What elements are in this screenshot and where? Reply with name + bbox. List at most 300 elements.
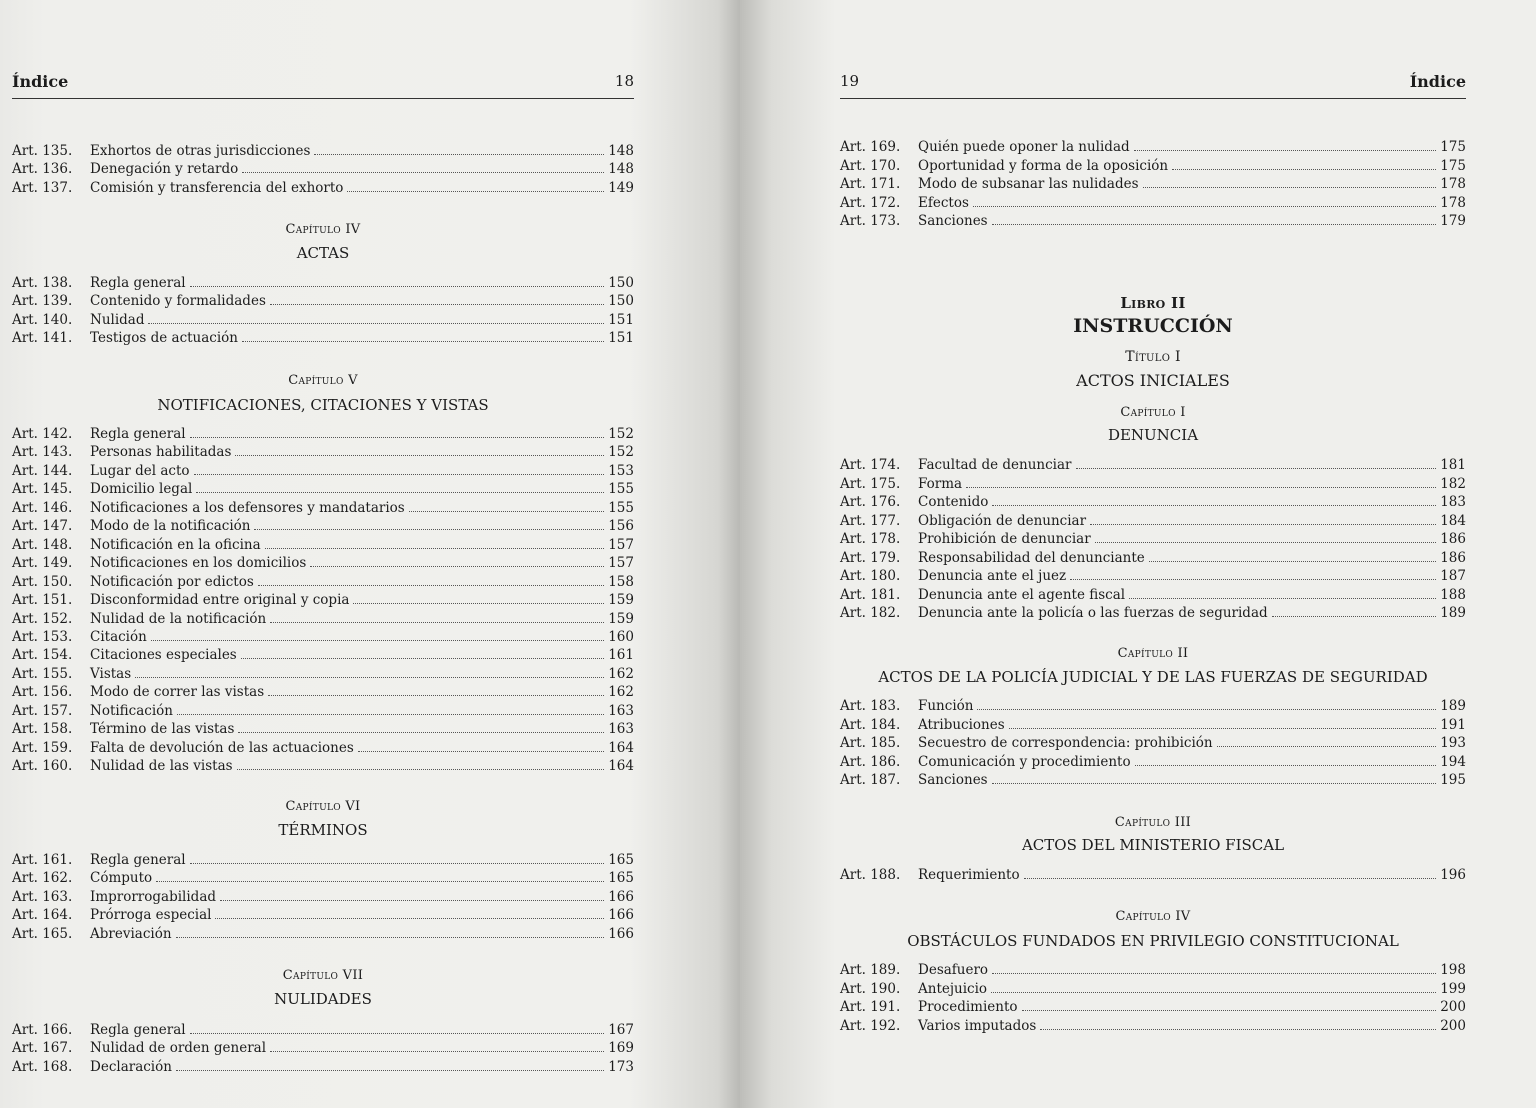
article-number: Art. 168. xyxy=(12,1058,73,1075)
dot-leader xyxy=(977,709,1436,710)
index-entry xyxy=(840,754,1466,772)
article-page: 186 xyxy=(1440,549,1466,566)
header-title: Índice xyxy=(1409,72,1466,91)
index-entry xyxy=(12,1059,634,1077)
article-page: 152 xyxy=(608,426,634,442)
index-entry xyxy=(12,907,634,925)
article-page: 150 xyxy=(608,275,634,291)
article-page: 169 xyxy=(608,1040,634,1057)
article-number: Art. 192. xyxy=(840,1017,901,1034)
index-entry xyxy=(12,312,634,330)
dot-leader xyxy=(270,622,604,623)
dot-leader xyxy=(176,937,604,938)
index-entry xyxy=(12,684,634,702)
article-page: 164 xyxy=(608,758,634,775)
index-entry xyxy=(840,981,1466,999)
dot-leader xyxy=(241,658,604,659)
article-title: Secuestro de correspondencia: prohibición xyxy=(918,735,1213,751)
left-page xyxy=(0,0,740,1108)
dot-leader xyxy=(196,492,604,493)
index-entry xyxy=(840,1018,1466,1036)
article-title: Citación xyxy=(90,628,147,645)
article-title: Atribuciones xyxy=(918,716,1005,733)
article-number: Art. 186. xyxy=(840,753,901,770)
index-entry xyxy=(840,550,1466,568)
index-entry xyxy=(840,568,1466,586)
article-title: Regla general xyxy=(90,426,186,442)
index-entry xyxy=(12,647,634,665)
article-title: Regla general xyxy=(90,1022,186,1038)
article-page: 200 xyxy=(1440,999,1466,1015)
article-page: 162 xyxy=(608,665,634,682)
dot-leader xyxy=(1024,878,1436,879)
left-page-header xyxy=(12,72,634,96)
dot-leader xyxy=(235,455,604,456)
article-number: Art. 185. xyxy=(840,735,901,751)
index-entry xyxy=(840,962,1466,980)
article-page: 195 xyxy=(1440,772,1466,788)
chapter-label: Capítulo I xyxy=(1120,405,1186,420)
article-page: 196 xyxy=(1440,867,1466,883)
index-entry xyxy=(840,457,1466,475)
article-title: Denuncia ante el agente fiscal xyxy=(918,586,1126,603)
chapter-label: Capítulo II xyxy=(1117,646,1189,661)
chapter-title: ACTOS DEL MINISTERIO FISCAL xyxy=(1021,836,1285,854)
article-page: 175 xyxy=(1440,139,1466,155)
dot-leader xyxy=(992,783,1436,784)
dot-leader xyxy=(1149,561,1436,562)
index-entry xyxy=(840,476,1466,494)
article-page: 166 xyxy=(608,888,634,905)
index-entry xyxy=(840,698,1466,716)
index-entry xyxy=(12,870,634,888)
index-entry xyxy=(840,195,1466,213)
article-number: Art. 176. xyxy=(840,494,901,510)
article-title: Sanciones xyxy=(918,772,988,788)
article-number: Art. 148. xyxy=(12,536,73,553)
index-entry xyxy=(12,463,634,481)
dot-leader xyxy=(190,286,604,287)
dot-leader xyxy=(177,714,604,715)
article-title: Obligación de denunciar xyxy=(918,512,1087,529)
article-page: 183 xyxy=(1440,494,1466,510)
index-entry xyxy=(12,703,634,721)
article-number: Art. 154. xyxy=(12,647,73,664)
header-rule xyxy=(12,98,634,99)
dot-leader xyxy=(409,511,604,512)
index-entry xyxy=(12,629,634,647)
article-number: Art. 166. xyxy=(12,1022,73,1038)
article-number: Art. 158. xyxy=(12,721,73,738)
article-number: Art. 135. xyxy=(12,143,73,159)
article-title: Lugar del acto xyxy=(90,462,190,479)
chapter-title: OBSTÁCULOS FUNDADOS EN PRIVILEGIO CONSTITUCIONAL xyxy=(907,932,1399,950)
dot-leader xyxy=(190,863,604,864)
article-title: Nulidad de las vistas xyxy=(90,758,233,775)
index-entry xyxy=(12,143,634,161)
header-title: Índice xyxy=(12,72,69,91)
dot-leader xyxy=(258,585,604,586)
index-entry xyxy=(12,161,634,179)
article-number: Art. 160. xyxy=(12,758,73,775)
article-title: Requerimiento xyxy=(918,867,1020,883)
chapter-label: Capítulo IV xyxy=(285,222,361,237)
chapter-label: Capítulo IV xyxy=(1115,909,1191,924)
index-entry xyxy=(12,889,634,907)
book-title: INSTRUCCIÓN xyxy=(1073,315,1233,337)
dot-leader xyxy=(220,900,604,901)
index-entry xyxy=(12,275,634,293)
article-number: Art. 156. xyxy=(12,684,73,701)
dot-leader xyxy=(1070,579,1436,580)
chapter-title: NOTIFICACIONES, CITACIONES Y VISTAS xyxy=(157,396,489,414)
index-entry xyxy=(12,330,634,348)
article-title: Testigos de actuación xyxy=(90,330,239,347)
article-title: Vistas xyxy=(90,665,132,682)
dot-leader xyxy=(237,769,604,770)
article-number: Art. 188. xyxy=(840,867,901,883)
article-page: 199 xyxy=(1440,980,1466,997)
article-number: Art. 149. xyxy=(12,555,73,572)
article-number: Art. 140. xyxy=(12,311,73,328)
article-title: Oportunidad y forma de la oposición xyxy=(918,157,1169,174)
index-entry xyxy=(840,139,1466,157)
titulo-title: ACTOS INICIALES xyxy=(1076,371,1230,390)
article-page: 200 xyxy=(1440,1017,1466,1034)
index-entry xyxy=(12,500,634,518)
article-page: 148 xyxy=(608,161,634,178)
article-page: 173 xyxy=(608,1058,634,1075)
article-number: Art. 171. xyxy=(840,176,901,192)
dot-leader xyxy=(314,154,604,155)
article-title: Modo de la notificación xyxy=(90,518,251,535)
dot-leader xyxy=(242,172,604,173)
dot-leader xyxy=(1272,616,1436,617)
article-page: 151 xyxy=(608,330,634,347)
article-title: Improrrogabilidad xyxy=(90,888,217,905)
index-entry xyxy=(12,537,634,555)
article-page: 187 xyxy=(1440,568,1466,584)
article-page: 189 xyxy=(1440,605,1466,621)
chapter-title: ACTOS DE LA POLICÍA JUDICIAL Y DE LAS FUERZAS DE SEGURIDAD xyxy=(878,668,1428,686)
article-number: Art. 177. xyxy=(840,512,901,529)
article-page: 163 xyxy=(608,721,634,738)
article-title: Término de las vistas xyxy=(90,721,235,738)
page-number: 19 xyxy=(840,72,860,90)
index-entry xyxy=(840,999,1466,1017)
dot-leader xyxy=(358,751,604,752)
dot-leader xyxy=(992,224,1436,225)
index-entry xyxy=(12,574,634,592)
dot-leader xyxy=(176,1070,604,1071)
dot-leader xyxy=(1040,1029,1436,1030)
index-entry xyxy=(12,1022,634,1040)
article-title: Contenido xyxy=(918,494,989,510)
chapter-title: DENUNCIA xyxy=(1107,426,1199,444)
chapter-title: TÉRMINOS xyxy=(278,821,368,839)
dot-leader xyxy=(1172,169,1436,170)
book-label: Libro II xyxy=(1120,294,1186,312)
article-title: Sanciones xyxy=(918,213,988,229)
dot-leader xyxy=(1129,598,1436,599)
article-title: Prórroga especial xyxy=(90,907,212,924)
article-number: Art. 184. xyxy=(840,716,901,733)
index-entry xyxy=(840,494,1466,512)
article-title: Domicilio legal xyxy=(90,481,193,498)
dot-leader xyxy=(156,881,604,882)
article-page: 166 xyxy=(608,907,634,924)
article-page: 150 xyxy=(608,293,634,310)
article-number: Art. 180. xyxy=(840,568,901,584)
page-number: 18 xyxy=(614,72,634,90)
article-page: 181 xyxy=(1440,457,1466,473)
article-page: 163 xyxy=(608,702,634,719)
article-page: 175 xyxy=(1440,157,1466,174)
dot-leader xyxy=(310,566,604,567)
index-entry xyxy=(12,426,634,444)
article-number: Art. 142. xyxy=(12,426,73,442)
article-title: Responsabilidad del denunciante xyxy=(918,549,1145,566)
article-page: 162 xyxy=(608,684,634,701)
article-page: 179 xyxy=(1440,213,1466,229)
dot-leader xyxy=(265,548,604,549)
index-entry xyxy=(12,180,634,198)
article-page: 189 xyxy=(1440,698,1466,714)
article-page: 198 xyxy=(1440,962,1466,978)
article-number: Art. 143. xyxy=(12,444,73,461)
index-entry xyxy=(12,852,634,870)
article-number: Art. 137. xyxy=(12,179,73,196)
dot-leader xyxy=(1076,468,1437,469)
article-title: Notificación xyxy=(90,702,173,719)
article-title: Nulidad de la notificación xyxy=(90,610,267,627)
article-title: Declaración xyxy=(90,1058,172,1075)
article-title: Nulidad xyxy=(90,311,145,328)
dot-leader xyxy=(1143,187,1436,188)
article-title: Modo de correr las vistas xyxy=(90,684,265,701)
article-page: 178 xyxy=(1440,176,1466,192)
article-title: Personas habilitadas xyxy=(90,444,232,461)
article-page: 156 xyxy=(608,518,634,535)
article-number: Art. 181. xyxy=(840,586,901,603)
index-entry xyxy=(12,592,634,610)
article-title: Notificación por edictos xyxy=(90,573,254,590)
article-page: 165 xyxy=(608,870,634,887)
article-number: Art. 151. xyxy=(12,592,73,609)
article-page: 167 xyxy=(608,1022,634,1038)
index-entry xyxy=(840,867,1466,885)
article-number: Art. 173. xyxy=(840,213,901,229)
index-entry xyxy=(12,611,634,629)
dot-leader xyxy=(135,677,604,678)
article-page: 193 xyxy=(1440,735,1466,751)
article-title: Antejuicio xyxy=(918,980,988,997)
article-page: 161 xyxy=(608,647,634,664)
article-title: Regla general xyxy=(90,275,186,291)
chapter-title: ACTAS xyxy=(296,244,350,262)
article-number: Art. 163. xyxy=(12,888,73,905)
article-title: Exhortos de otras jurisdicciones xyxy=(90,143,311,159)
article-number: Art. 146. xyxy=(12,499,73,516)
dot-leader xyxy=(1009,728,1436,729)
article-title: Desafuero xyxy=(918,962,989,978)
dot-leader xyxy=(353,603,604,604)
article-title: Disconformidad entre original y copia xyxy=(90,592,350,609)
article-title: Varios imputados xyxy=(918,1017,1037,1034)
article-number: Art. 172. xyxy=(840,194,901,211)
dot-leader xyxy=(238,732,604,733)
article-title: Notificaciones a los defensores y mandatarios xyxy=(90,499,405,516)
dot-leader xyxy=(1022,1010,1436,1011)
article-number: Art. 169. xyxy=(840,139,901,155)
titulo-label: Título I xyxy=(1125,349,1181,365)
dot-leader xyxy=(194,474,605,475)
dot-leader xyxy=(242,341,604,342)
chapter-label: Capítulo VI xyxy=(285,799,361,814)
dot-leader xyxy=(148,323,604,324)
article-number: Art. 183. xyxy=(840,698,901,714)
article-title: Regla general xyxy=(90,852,186,868)
article-title: Denuncia ante la policía o las fuerzas de seguridad xyxy=(918,605,1268,621)
article-page: 165 xyxy=(608,852,634,868)
index-entry xyxy=(840,587,1466,605)
chapter-label: Capítulo VII xyxy=(282,968,364,983)
article-number: Art. 150. xyxy=(12,573,73,590)
article-number: Art. 189. xyxy=(840,962,901,978)
chapter-title: NULIDADES xyxy=(274,990,372,1008)
article-number: Art. 152. xyxy=(12,610,73,627)
dot-leader xyxy=(270,304,604,305)
dot-leader xyxy=(268,695,604,696)
dot-leader xyxy=(1217,746,1436,747)
right-page xyxy=(740,0,1536,1108)
dot-leader xyxy=(347,191,604,192)
article-title: Notificaciones en los domicilios xyxy=(90,555,307,572)
article-title: Función xyxy=(918,698,974,714)
dot-leader xyxy=(966,487,1436,488)
article-title: Citaciones especiales xyxy=(90,647,237,664)
article-title: Falta de devolución de las actuaciones xyxy=(90,739,354,756)
index-entry xyxy=(840,213,1466,231)
article-page: 160 xyxy=(608,628,634,645)
dot-leader xyxy=(1134,150,1436,151)
article-page: 159 xyxy=(608,610,634,627)
index-entry xyxy=(12,666,634,684)
dot-leader xyxy=(270,1051,604,1052)
dot-leader xyxy=(1135,765,1436,766)
article-title: Forma xyxy=(918,475,963,492)
article-page: 164 xyxy=(608,739,634,756)
article-title: Comisión y transferencia del exhorto xyxy=(90,179,344,196)
dot-leader xyxy=(1095,542,1436,543)
article-title: Abreviación xyxy=(90,925,172,942)
index-entry xyxy=(840,513,1466,531)
index-entry xyxy=(12,721,634,739)
article-title: Comunicación y procedimiento xyxy=(918,753,1131,770)
index-entry xyxy=(12,926,634,944)
dot-leader xyxy=(991,992,1436,993)
index-entry xyxy=(840,158,1466,176)
chapter-label: Capítulo V xyxy=(288,373,358,388)
article-number: Art. 141. xyxy=(12,330,73,347)
article-page: 155 xyxy=(608,499,634,516)
article-page: 184 xyxy=(1440,512,1466,529)
article-page: 157 xyxy=(608,536,634,553)
article-title: Contenido y formalidades xyxy=(90,293,266,310)
article-page: 182 xyxy=(1440,475,1466,492)
article-title: Notificación en la oficina xyxy=(90,536,261,553)
index-entry xyxy=(840,531,1466,549)
article-number: Art. 155. xyxy=(12,665,73,682)
index-entry xyxy=(840,176,1466,194)
article-page: 166 xyxy=(608,925,634,942)
article-number: Art. 165. xyxy=(12,925,73,942)
index-entry xyxy=(12,444,634,462)
article-title: Quién puede oponer la nulidad xyxy=(918,139,1130,155)
index-entry xyxy=(12,758,634,776)
article-number: Art. 170. xyxy=(840,157,901,174)
article-title: Nulidad de orden general xyxy=(90,1040,267,1057)
article-page: 155 xyxy=(608,481,634,498)
article-number: Art. 179. xyxy=(840,549,901,566)
article-number: Art. 175. xyxy=(840,475,901,492)
dot-leader xyxy=(254,529,604,530)
article-number: Art. 161. xyxy=(12,852,73,868)
article-page: 157 xyxy=(608,555,634,572)
article-number: Art. 191. xyxy=(840,999,901,1015)
article-page: 152 xyxy=(608,444,634,461)
article-number: Art. 162. xyxy=(12,870,73,887)
article-page: 151 xyxy=(608,311,634,328)
index-entry xyxy=(12,481,634,499)
index-entry xyxy=(840,772,1466,790)
article-page: 158 xyxy=(608,573,634,590)
index-entry xyxy=(12,518,634,536)
article-page: 188 xyxy=(1440,586,1466,603)
article-number: Art. 167. xyxy=(12,1040,73,1057)
article-number: Art. 164. xyxy=(12,907,73,924)
article-number: Art. 147. xyxy=(12,518,73,535)
article-page: 178 xyxy=(1440,194,1466,211)
article-number: Art. 144. xyxy=(12,462,73,479)
dot-leader xyxy=(992,505,1436,506)
dot-leader xyxy=(1090,524,1436,525)
index-entry xyxy=(840,735,1466,753)
article-number: Art. 157. xyxy=(12,702,73,719)
article-page: 191 xyxy=(1440,716,1466,733)
dot-leader xyxy=(992,973,1436,974)
article-number: Art. 187. xyxy=(840,772,901,788)
article-title: Prohibición de denunciar xyxy=(918,531,1091,547)
article-title: Efectos xyxy=(918,194,969,211)
article-page: 149 xyxy=(608,179,634,196)
dot-leader xyxy=(190,1033,604,1034)
article-number: Art. 174. xyxy=(840,457,901,473)
article-page: 148 xyxy=(608,143,634,159)
article-page: 159 xyxy=(608,592,634,609)
dot-leader xyxy=(215,918,604,919)
article-number: Art. 136. xyxy=(12,161,73,178)
article-page: 153 xyxy=(608,462,634,479)
index-entry xyxy=(840,717,1466,735)
article-page: 186 xyxy=(1440,531,1466,547)
article-number: Art. 182. xyxy=(840,605,901,621)
header-rule xyxy=(840,98,1466,99)
article-title: Procedimiento xyxy=(918,999,1018,1015)
article-number: Art. 139. xyxy=(12,293,73,310)
index-entry xyxy=(12,293,634,311)
dot-leader xyxy=(151,640,604,641)
